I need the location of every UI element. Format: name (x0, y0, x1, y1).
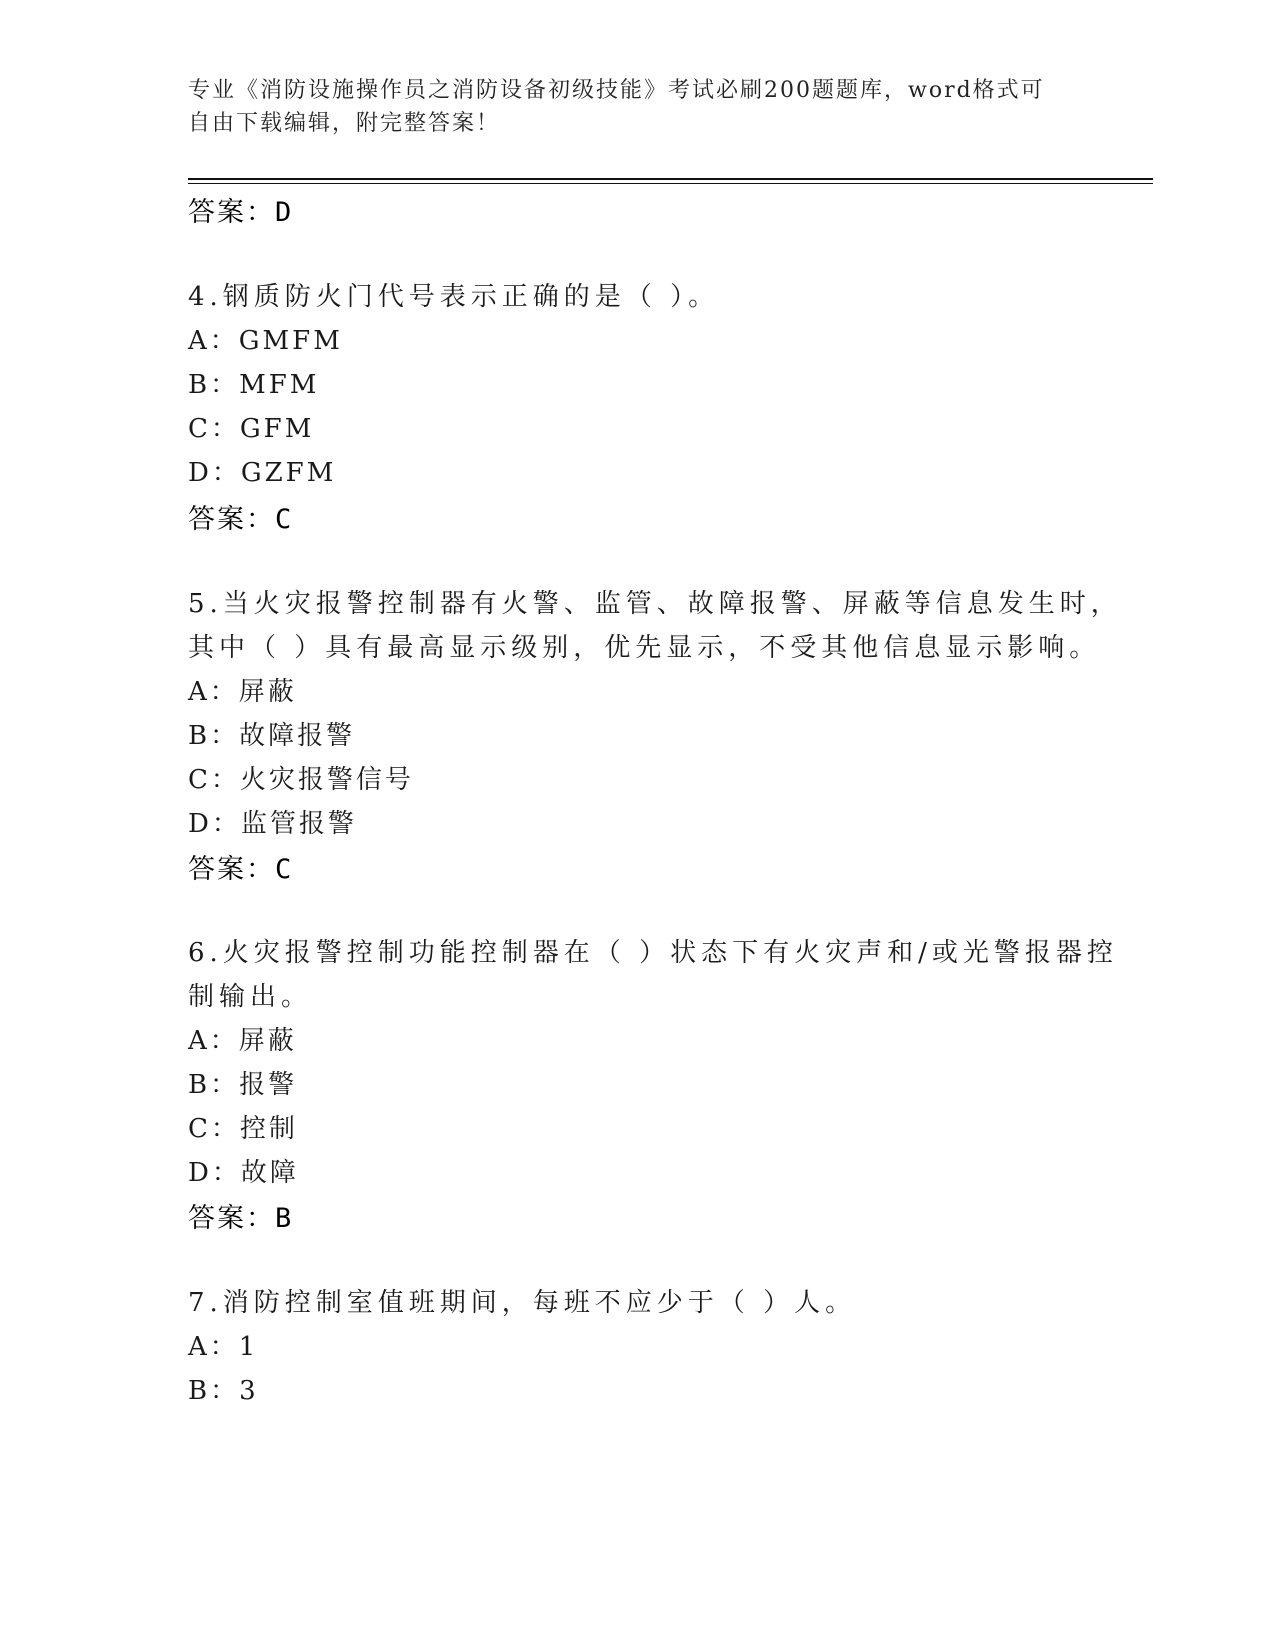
question-6-line-2: 制输出。 (188, 982, 313, 1012)
question-6-line-1: 6.火灾报警控制功能控制器在（ ）状态下有火灾声和/或光警报器控 (188, 938, 1118, 968)
question-7: 7.消防控制室值班期间，每班不应少于（ ）人。 (188, 1288, 857, 1318)
q7-option-b: B：3 (188, 1376, 259, 1406)
header-line-2: 自由下载编辑，附完整答案！ (188, 111, 501, 136)
question-5-line-1: 5.当火灾报警控制器有火警、监管、故障报警、屏蔽等信息发生时， (188, 589, 1122, 619)
q6-option-d: D：故障 (188, 1158, 299, 1188)
q5-option-a: A：屏蔽 (188, 677, 297, 707)
header-divider-thin (188, 183, 1153, 184)
q5-option-d: D：监管报警 (188, 809, 357, 839)
q7-option-a: A：1 (188, 1332, 259, 1362)
answer-value: C (275, 504, 294, 535)
q4-option-d: D：GZFM (188, 458, 337, 488)
q5-option-b: B：故障报警 (188, 721, 356, 751)
header-divider (188, 178, 1153, 180)
answer-value: D (275, 197, 294, 228)
q4-option-b: B：MFM (188, 370, 320, 400)
document-header (188, 74, 1078, 140)
q6-option-c: C：控制 (188, 1114, 298, 1144)
question-4: 4.钢质防火门代号表示正确的是（ ）。 (188, 282, 720, 312)
answer-label: 答案： (188, 504, 275, 535)
answer-label: 答案： (188, 197, 275, 228)
q6-option-b: B：报警 (188, 1070, 298, 1100)
answer-value: B (275, 1203, 294, 1234)
q4-option-a: A：GMFM (188, 326, 343, 356)
q4-option-c: C：GFM (188, 414, 315, 444)
q5-option-c: C：火灾报警信号 (188, 765, 414, 795)
answer-prev (188, 190, 1088, 229)
q6-option-a: A：屏蔽 (188, 1026, 297, 1056)
answer-label: 答案： (188, 854, 275, 885)
answer-q4 (188, 497, 1088, 536)
answer-q5 (188, 847, 1088, 886)
answer-label: 答案： (188, 1203, 275, 1234)
answer-value: C (275, 854, 294, 885)
header-line-1: 专业《消防设施操作员之消防设备初级技能》考试必刷200题题库，word格式可 (188, 78, 1045, 103)
question-5-line-2: 其中（ ）具有最高显示级别，优先显示，不受其他信息显示影响。 (188, 633, 1101, 663)
answer-q6 (188, 1196, 1088, 1235)
